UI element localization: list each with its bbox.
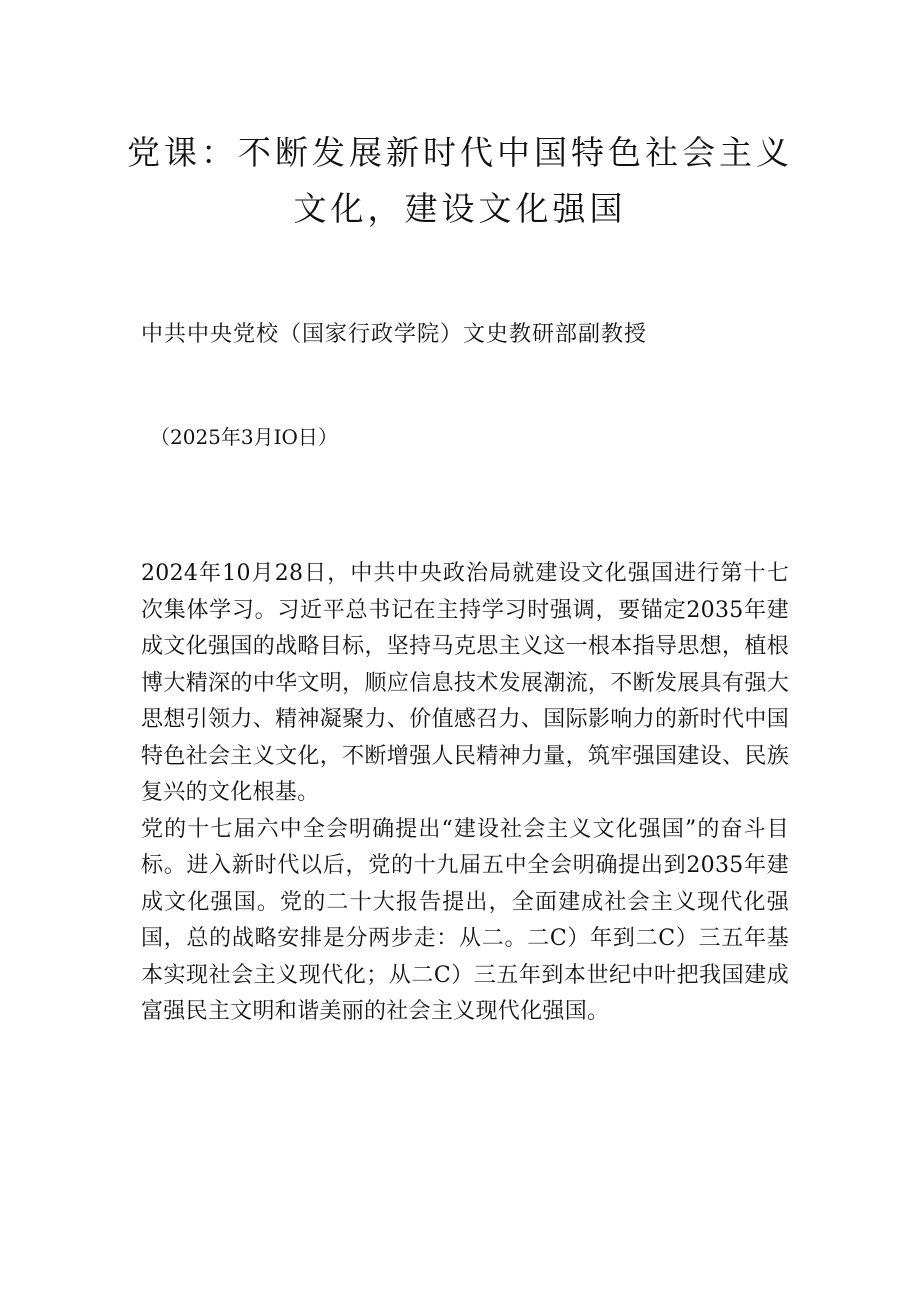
- body-paragraph-2: 党的十七届六中全会明确提出“建设社会主义文化强国”的奋斗目标。进入新时代以后，党的十九届五中全会明确提出到2035年建成文化强国。党的二十大报告提出，全面建成社会主义现代化强国，总的战略安排是分两步走：从二。二C）年到二C）三五年基本实现社会主义现代化；从二C）三五年到本世纪中叶把我国建成富强民主文明和谐美丽的社会主义现代化强国。: [141, 816, 789, 1024]
- document-body: [141, 556, 789, 1031]
- document-title: 党课：不断发展新时代中国特色社会主义文化，建设文化强国: [127, 133, 793, 228]
- body-paragraph-1: 2024年10月28日，中共中央政治局就建设文化强国进行第十七次集体学习。习近平总书记在主持学习时强调，要锚定2035年建成文化强国的战略目标，坚持马克思主义这一根本指导思想，植根博大精深的中华文明，顺应信息技术发展潮流，不断发展具有强大思想引领力、精神凝聚力、价值感召力、国际影响力的新时代中国特色社会主义文化，不断增强人民精神力量，筑牢强国建设、民族复兴的文化根基。: [141, 561, 789, 805]
- author-line: 中共中央党校（国家行政学院）文史教研部副教授: [141, 322, 648, 347]
- date-line: （2025年3月IO日）: [150, 425, 338, 449]
